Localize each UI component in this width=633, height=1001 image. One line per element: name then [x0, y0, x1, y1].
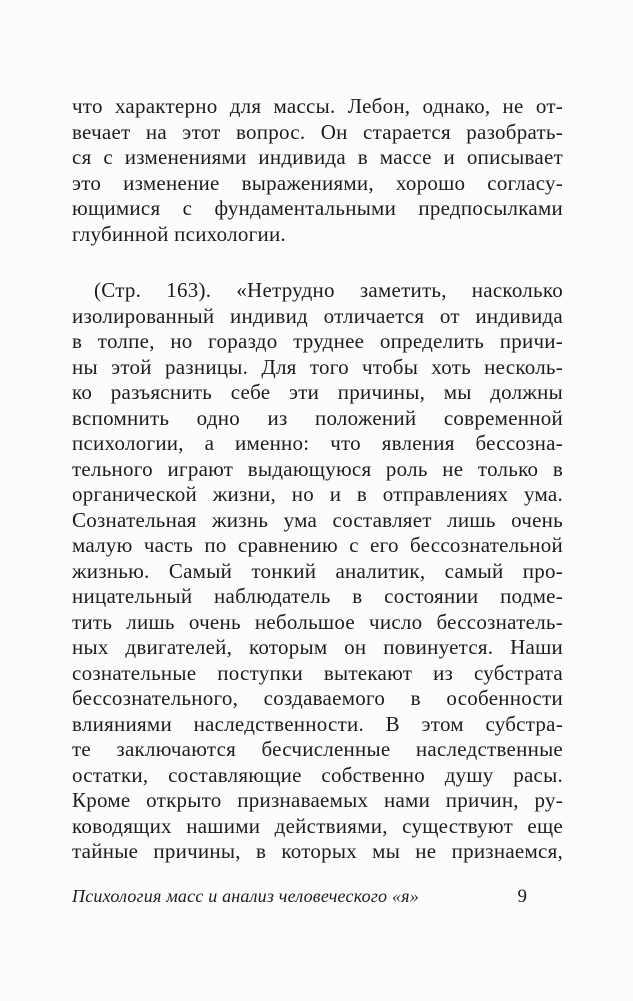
text-line: это изменение выражениями, хорошо согласу- [72, 170, 563, 195]
text-line: тайные причины, в которых мы не признаемся, [72, 839, 563, 863]
paragraph-2 [72, 278, 563, 865]
text-line: Кроме открыто признаваемых нами причин, ру- [72, 788, 563, 812]
text-line: вечает на этот вопрос. Он старается разобрать- [72, 119, 563, 144]
text-line: ющимися с фундаментальными предпосылками [72, 196, 563, 220]
running-title: Психология масс и анализ человеческого «я» [72, 886, 419, 906]
text-line: тельного играют выдающуюся роль не только в [72, 456, 563, 481]
text-line: органической жизни, но и в отправлениях ума. [72, 482, 563, 506]
text-line: в толпе, но гораздо труднее определить причи- [72, 329, 563, 353]
body-text [72, 94, 563, 865]
text-line: ны этой разницы. Для того чтобы хоть несколь- [72, 354, 563, 379]
text-line: остатки, составляющие собственно душу расы. [72, 762, 563, 787]
text-line: жизнью. Самый тонкий аналитик, самый про- [72, 558, 563, 583]
text-line: бессознательного, создаваемого в особенности [72, 686, 563, 710]
text-line: ницательный наблюдатель в состоянии подме- [72, 584, 563, 608]
text-line: те заключаются бесчисленные наследственные [72, 737, 563, 761]
page-footer [72, 884, 563, 909]
text-line: ко разъяснить себе эти причины, мы должны [72, 380, 563, 404]
text-line: Сознательная жизнь ума составляет лишь очень [72, 507, 563, 532]
text-line: влияниями наследственности. В этом субстра- [72, 711, 563, 736]
text-line: сознательные поступки вытекают из субстрата [72, 660, 563, 685]
text-line: глубинной психологии. [72, 221, 286, 246]
text-line: ся с изменениями индивида в массе и описывает [72, 145, 563, 169]
text-line: ководящих нашими действиями, существуют еще [72, 813, 563, 838]
page-number: 9 [517, 886, 527, 907]
text-line: что характерно для массы. Лебон, однако, не от- [72, 94, 563, 118]
text-line: (Стр. 163). «Нетрудно заметить, насколько [94, 278, 563, 302]
text-line: ных двигателей, которым он повинуется. Наши [72, 635, 563, 659]
paragraph-1 [72, 94, 563, 247]
text-line: тить лишь очень небольшое число бессознатель- [72, 609, 563, 634]
text-line: вспомнить одно из положений современной [72, 405, 563, 430]
text-line: малую часть по сравнению с его бессознательной [72, 533, 563, 557]
text-line: психологии, а именно: что явления бессозна- [72, 431, 563, 455]
text-line: изолированный индивид отличается от индивида [72, 303, 563, 328]
